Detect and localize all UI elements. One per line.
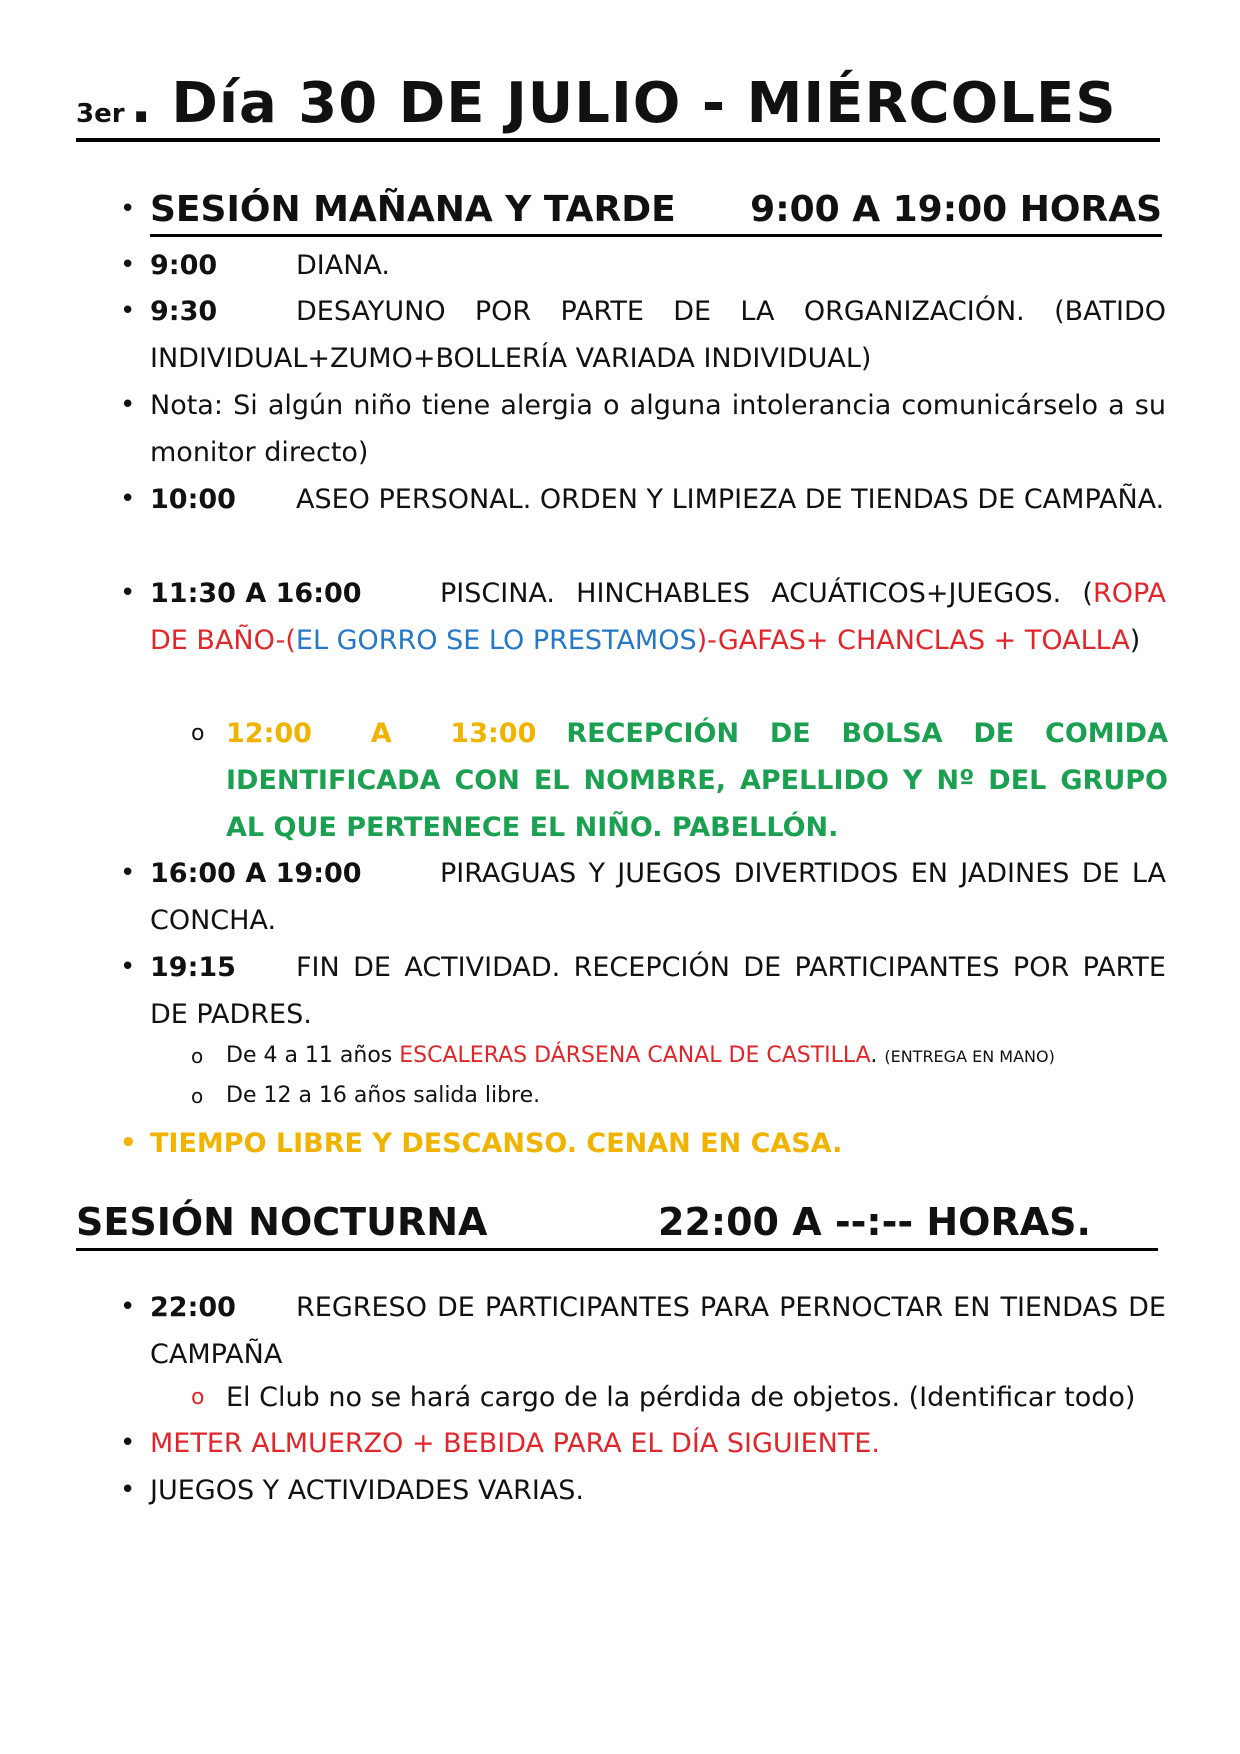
list-item-piraguas xyxy=(120,850,1166,944)
title-prefix: 3er xyxy=(76,99,125,129)
list-item-nota xyxy=(120,382,1166,476)
circle-bullet-icon: o xyxy=(191,721,205,746)
circle-bullet-icon: o xyxy=(191,1044,204,1068)
session-night-heading xyxy=(76,1196,1158,1251)
list-item-fin xyxy=(120,944,1166,1038)
item-text: JUEGOS Y ACTIVIDADES VARIAS. xyxy=(150,1475,584,1506)
session-day-hours: 9:00 A 19:00 HORAS xyxy=(750,189,1162,230)
circle-bullet-icon: o xyxy=(191,1084,204,1108)
list-item-regreso xyxy=(120,1284,1166,1378)
bullet-icon: • xyxy=(120,484,136,514)
sub-item-dot: . xyxy=(870,1043,878,1068)
bullet-icon: • xyxy=(120,1292,136,1322)
item-red-text: ROPA DE BAÑO-( xyxy=(150,578,1166,656)
sub-item-pre: De 4 a 11 años xyxy=(226,1043,400,1068)
session-night-label: SESIÓN NOCTURNA xyxy=(76,1200,488,1244)
item-time: 9:00 xyxy=(150,250,218,281)
sub-item-text: RECEPCIÓN DE BOLSA DE COMIDA IDENTIFICADA CON EL NOMBRE, APELLIDO Y Nº DEL GRUPO AL QUE PERTENECE EL NIÑO. PABELLÓN. xyxy=(226,718,1168,843)
item-text: FIN DE ACTIVIDAD. RECEPCIÓN DE PARTICIPANTES POR PARTE DE PADRES. xyxy=(150,952,1166,1030)
item-time: 9:30 xyxy=(150,296,218,327)
item-text: PISCINA. HINCHABLES ACUÁTICOS+JUEGOS. xyxy=(440,578,1062,609)
sub-item-entrega-1 xyxy=(191,1036,1176,1077)
bullet-icon: • xyxy=(120,390,136,420)
item-text: DIANA. xyxy=(296,250,390,281)
item-time: 10:00 xyxy=(150,484,236,515)
title-text: Día 30 DE JULIO - MIÉRCOLES xyxy=(171,71,1117,136)
item-text: ASEO PERSONAL. ORDEN Y LIMPIEZA DE TIENDAS DE CAMPAÑA. xyxy=(296,484,1165,515)
sub-item-recepcion xyxy=(191,710,1168,851)
circle-bullet-icon: o xyxy=(191,1385,205,1410)
bullet-icon: • xyxy=(120,250,136,280)
bullet-icon: • xyxy=(120,296,136,326)
session-day-label: SESIÓN MAÑANA Y TARDE xyxy=(150,189,676,230)
bullet-icon: • xyxy=(120,858,136,888)
item-text: DESAYUNO POR PARTE DE LA ORGANIZACIÓN. (BATIDO INDIVIDUAL+ZUMO+BOLLERÍA VARIADA INDIVIDUAL) xyxy=(150,296,1166,374)
item-text: METER ALMUERZO + BEBIDA PARA EL DÍA SIGUIENTE. xyxy=(150,1428,880,1459)
list-item-almuerzo xyxy=(120,1420,1166,1467)
item-text: Nota: Si algún niño tiene alergia o alguna intolerancia comunicárselo a su monitor directo) xyxy=(150,390,1166,468)
title-dot: . xyxy=(130,71,152,136)
sub-item-note: (ENTREGA EN MANO) xyxy=(884,1047,1055,1066)
bullet-icon: • xyxy=(120,194,136,224)
list-item-desayuno xyxy=(120,288,1166,382)
item-red-text-2: )-GAFAS+ CHANCLAS + TOALLA xyxy=(696,625,1130,656)
sub-item-time: 12:00 A 13:00 xyxy=(226,718,537,749)
item-time: 19:15 xyxy=(150,952,236,983)
list-item-tiempo-libre xyxy=(120,1120,1166,1167)
sub-item-text: El Club no se hará cargo de la pérdida de objetos. (Identificar todo) xyxy=(226,1382,1136,1413)
item-blue-text: EL GORRO SE LO PRESTAMOS xyxy=(295,625,697,656)
session-day-heading xyxy=(150,186,1162,237)
paren-close: ) xyxy=(1129,625,1141,656)
item-time: 16:00 A 19:00 xyxy=(150,858,362,889)
bullet-icon: • xyxy=(120,1475,136,1505)
bullet-icon: • xyxy=(120,578,136,608)
item-time: 22:00 xyxy=(150,1292,236,1323)
paren-open: ( xyxy=(1082,578,1093,609)
item-text: REGRESO DE PARTICIPANTES PARA PERNOCTAR EN TIENDAS DE CAMPAÑA xyxy=(150,1292,1166,1370)
sub-item-place: ESCALERAS DÁRSENA CANAL DE CASTILLA xyxy=(399,1043,871,1068)
session-night-hours: 22:00 A --:-- HORAS. xyxy=(658,1200,1091,1244)
bullet-icon: • xyxy=(120,952,136,982)
bullet-icon: • xyxy=(120,1428,136,1458)
item-time: 11:30 A 16:00 xyxy=(150,578,362,609)
item-text: PIRAGUAS Y JUEGOS DIVERTIDOS EN JADINES DE LA CONCHA. xyxy=(150,858,1166,936)
sub-item-entrega-2 xyxy=(191,1076,1176,1116)
list-item-juegos xyxy=(120,1467,1166,1514)
list-item-diana xyxy=(120,242,1166,289)
list-item-piscina xyxy=(120,570,1166,664)
bullet-icon: • xyxy=(120,1128,137,1158)
sub-item-text: De 12 a 16 años salida libre. xyxy=(226,1083,541,1108)
item-text: TIEMPO LIBRE Y DESCANSO. CENAN EN CASA. xyxy=(150,1128,843,1159)
sub-item-club xyxy=(191,1374,1168,1421)
page-title xyxy=(76,70,1160,142)
list-item-aseo xyxy=(120,476,1166,523)
